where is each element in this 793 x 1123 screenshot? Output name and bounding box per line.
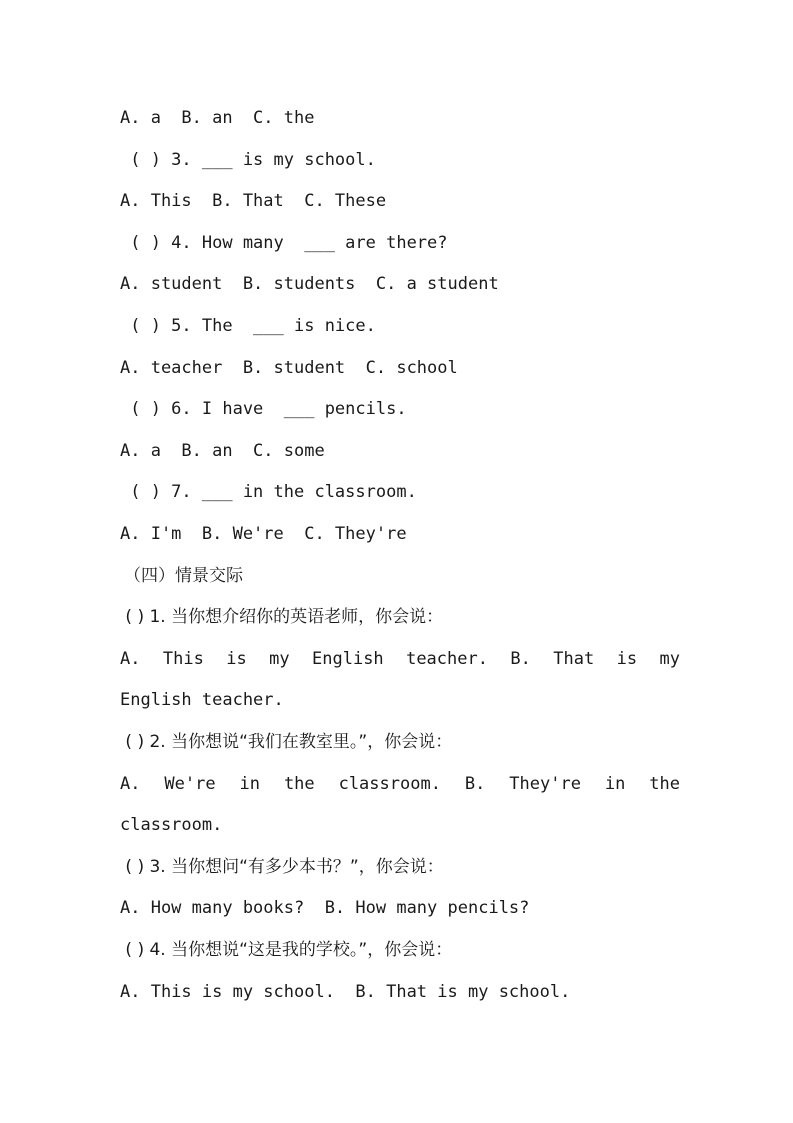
- text-line: A. We're in the classroom. B. They're in the: [120, 774, 680, 794]
- question-line: ( ) 2. 当你想说“我们在教室里。”，你会说：: [120, 732, 453, 752]
- question-line: ( ) 3. 当你想问“有多少本书？”，你会说：: [120, 857, 444, 877]
- text-line: A. a B. an C. the: [120, 108, 315, 128]
- section-heading: （四）情景交际: [124, 566, 243, 586]
- text-line: English teacher.: [120, 690, 284, 710]
- text-line: A. This is my English teacher. B. That is my: [120, 649, 680, 669]
- question-line: ( ) 7. ___ in the classroom.: [120, 482, 417, 502]
- question-line: ( ) 4. 当你想说“这是我的学校。”，你会说：: [120, 940, 453, 960]
- text-line: A. This is my school. B. That is my school.: [120, 982, 571, 1002]
- text-line: A. This B. That C. These: [120, 191, 387, 211]
- question-line: ( ) 5. The ___ is nice.: [120, 316, 376, 336]
- text-line: A. teacher B. student C. school: [120, 358, 458, 378]
- text-line: A. a B. an C. some: [120, 441, 325, 461]
- text-line: classroom.: [120, 815, 223, 835]
- question-line: ( ) 1. 当你想介绍你的英语老师，你会说：: [120, 607, 444, 627]
- text-line: A. student B. students C. a student: [120, 274, 499, 294]
- question-line: ( ) 6. I have ___ pencils.: [120, 399, 407, 419]
- text-line: A. I'm B. We're C. They're: [120, 524, 407, 544]
- text-line: A. How many books? B. How many pencils?: [120, 898, 530, 918]
- question-line: ( ) 4. How many ___ are there?: [120, 233, 448, 253]
- question-line: ( ) 3. ___ is my school.: [120, 150, 376, 170]
